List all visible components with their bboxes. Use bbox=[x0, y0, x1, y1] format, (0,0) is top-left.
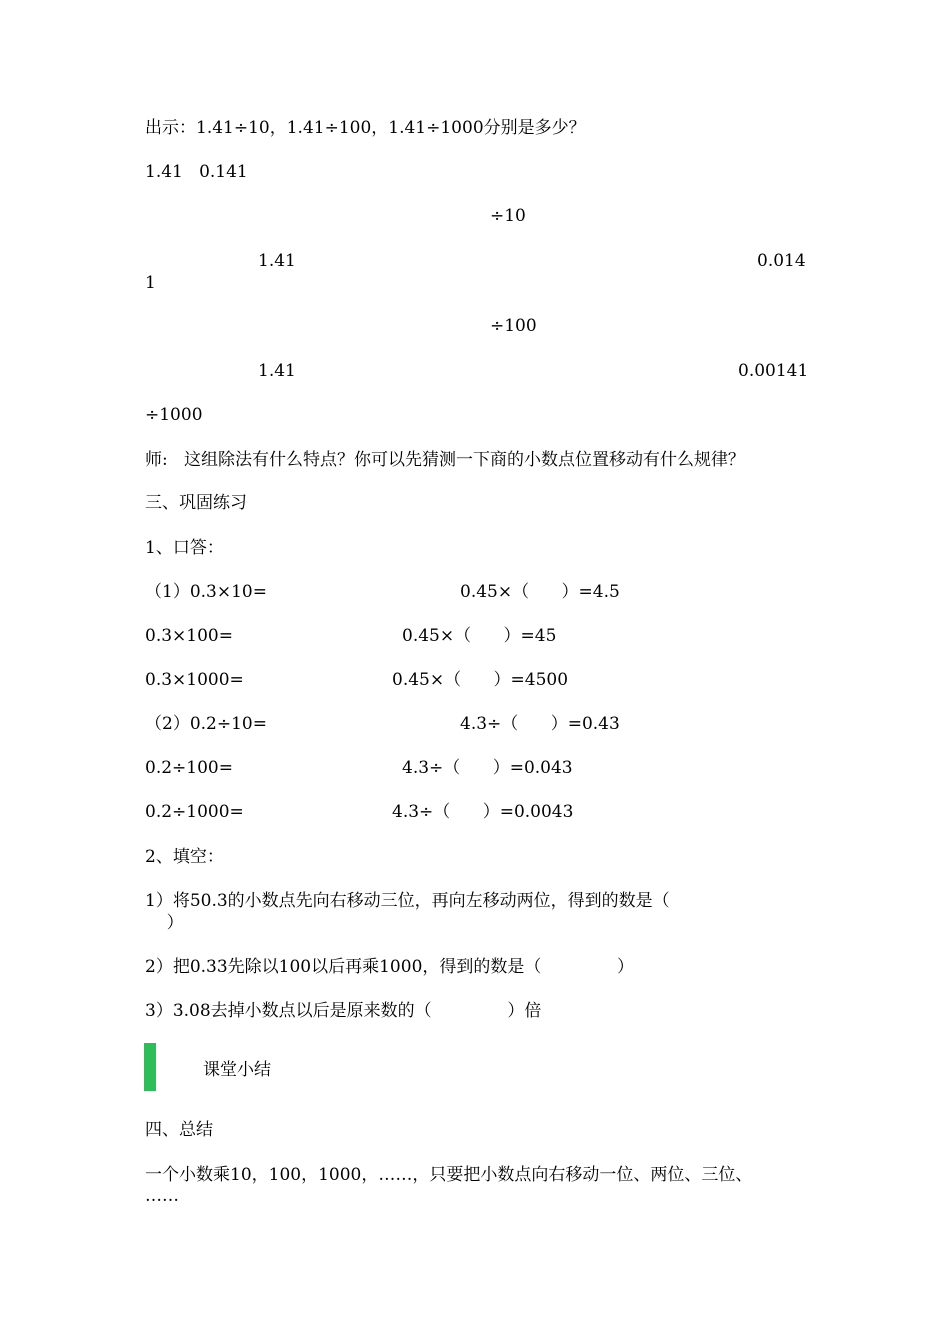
row2-right-value: 0.014 bbox=[757, 251, 806, 271]
row3-left-value: 1.41 bbox=[258, 361, 296, 381]
multiply-row1-right: 0.45×（ ）=4.5 bbox=[460, 582, 620, 602]
summary-heading: 课堂小结 bbox=[203, 1060, 271, 1080]
summary-accent-bar bbox=[144, 1043, 156, 1091]
oral-answer-heading: 1、口答： bbox=[145, 538, 224, 558]
multiply-row3-left: 0.3×1000= bbox=[145, 670, 244, 690]
divide-row1-right: 4.3÷（ ）=0.43 bbox=[460, 714, 620, 734]
row2-wrap: 1 bbox=[145, 273, 156, 293]
row2-left-value: 1.41 bbox=[258, 251, 296, 271]
section-three-heading: 三、巩固练习 bbox=[145, 493, 247, 513]
divide-row1-left: （2）0.2÷10= bbox=[145, 714, 267, 734]
question-3: 3）3.08去掉小数点以后是原来数的（ ）倍 bbox=[145, 1001, 542, 1021]
section-four-heading: 四、总结 bbox=[145, 1120, 213, 1140]
divide-row3-left: 0.2÷1000= bbox=[145, 802, 244, 822]
divide-row3-right: 4.3÷（ ）=0.0043 bbox=[392, 802, 574, 822]
question-2: 2）把0.33先除以100以后再乘1000，得到的数是（ ） bbox=[145, 957, 635, 977]
conclusion-wrap: …… bbox=[145, 1186, 179, 1206]
multiply-row1-left: （1）0.3×10= bbox=[145, 582, 267, 602]
multiply-row3-right: 0.45×（ ）=4500 bbox=[392, 670, 569, 690]
divide-by-10-label: ÷10 bbox=[490, 206, 526, 226]
divide-row2-right: 4.3÷（ ）=0.043 bbox=[402, 758, 573, 778]
multiply-row2-right: 0.45×（ ）=45 bbox=[402, 626, 557, 646]
row3-right-value: 0.00141 bbox=[738, 361, 809, 381]
divide-row2-left: 0.2÷100= bbox=[145, 758, 233, 778]
question-1: 1）将50.3的小数点先向右移动三位，再向左移动两位，得到的数是（ bbox=[145, 891, 670, 911]
teacher-question: 师: 这组除法有什么特点？你可以先猜测一下商的小数点位置移动有什么规律？ bbox=[145, 450, 745, 470]
multiply-row2-left: 0.3×100= bbox=[145, 626, 233, 646]
divide-by-1000-label: ÷1000 bbox=[145, 405, 203, 425]
conclusion-line: 一个小数乘10，100，1000，……，只要把小数点向右移动一位、两位、三位、 bbox=[145, 1165, 753, 1185]
question-1-wrap: ） bbox=[145, 913, 184, 933]
divide-by-100-label: ÷100 bbox=[490, 316, 537, 336]
number-pair: 1.41 0.141 bbox=[145, 162, 248, 182]
fill-blank-heading: 2、填空： bbox=[145, 847, 224, 867]
intro-line: 出示：1.41÷10，1.41÷100，1.41÷1000分别是多少？ bbox=[145, 118, 586, 138]
